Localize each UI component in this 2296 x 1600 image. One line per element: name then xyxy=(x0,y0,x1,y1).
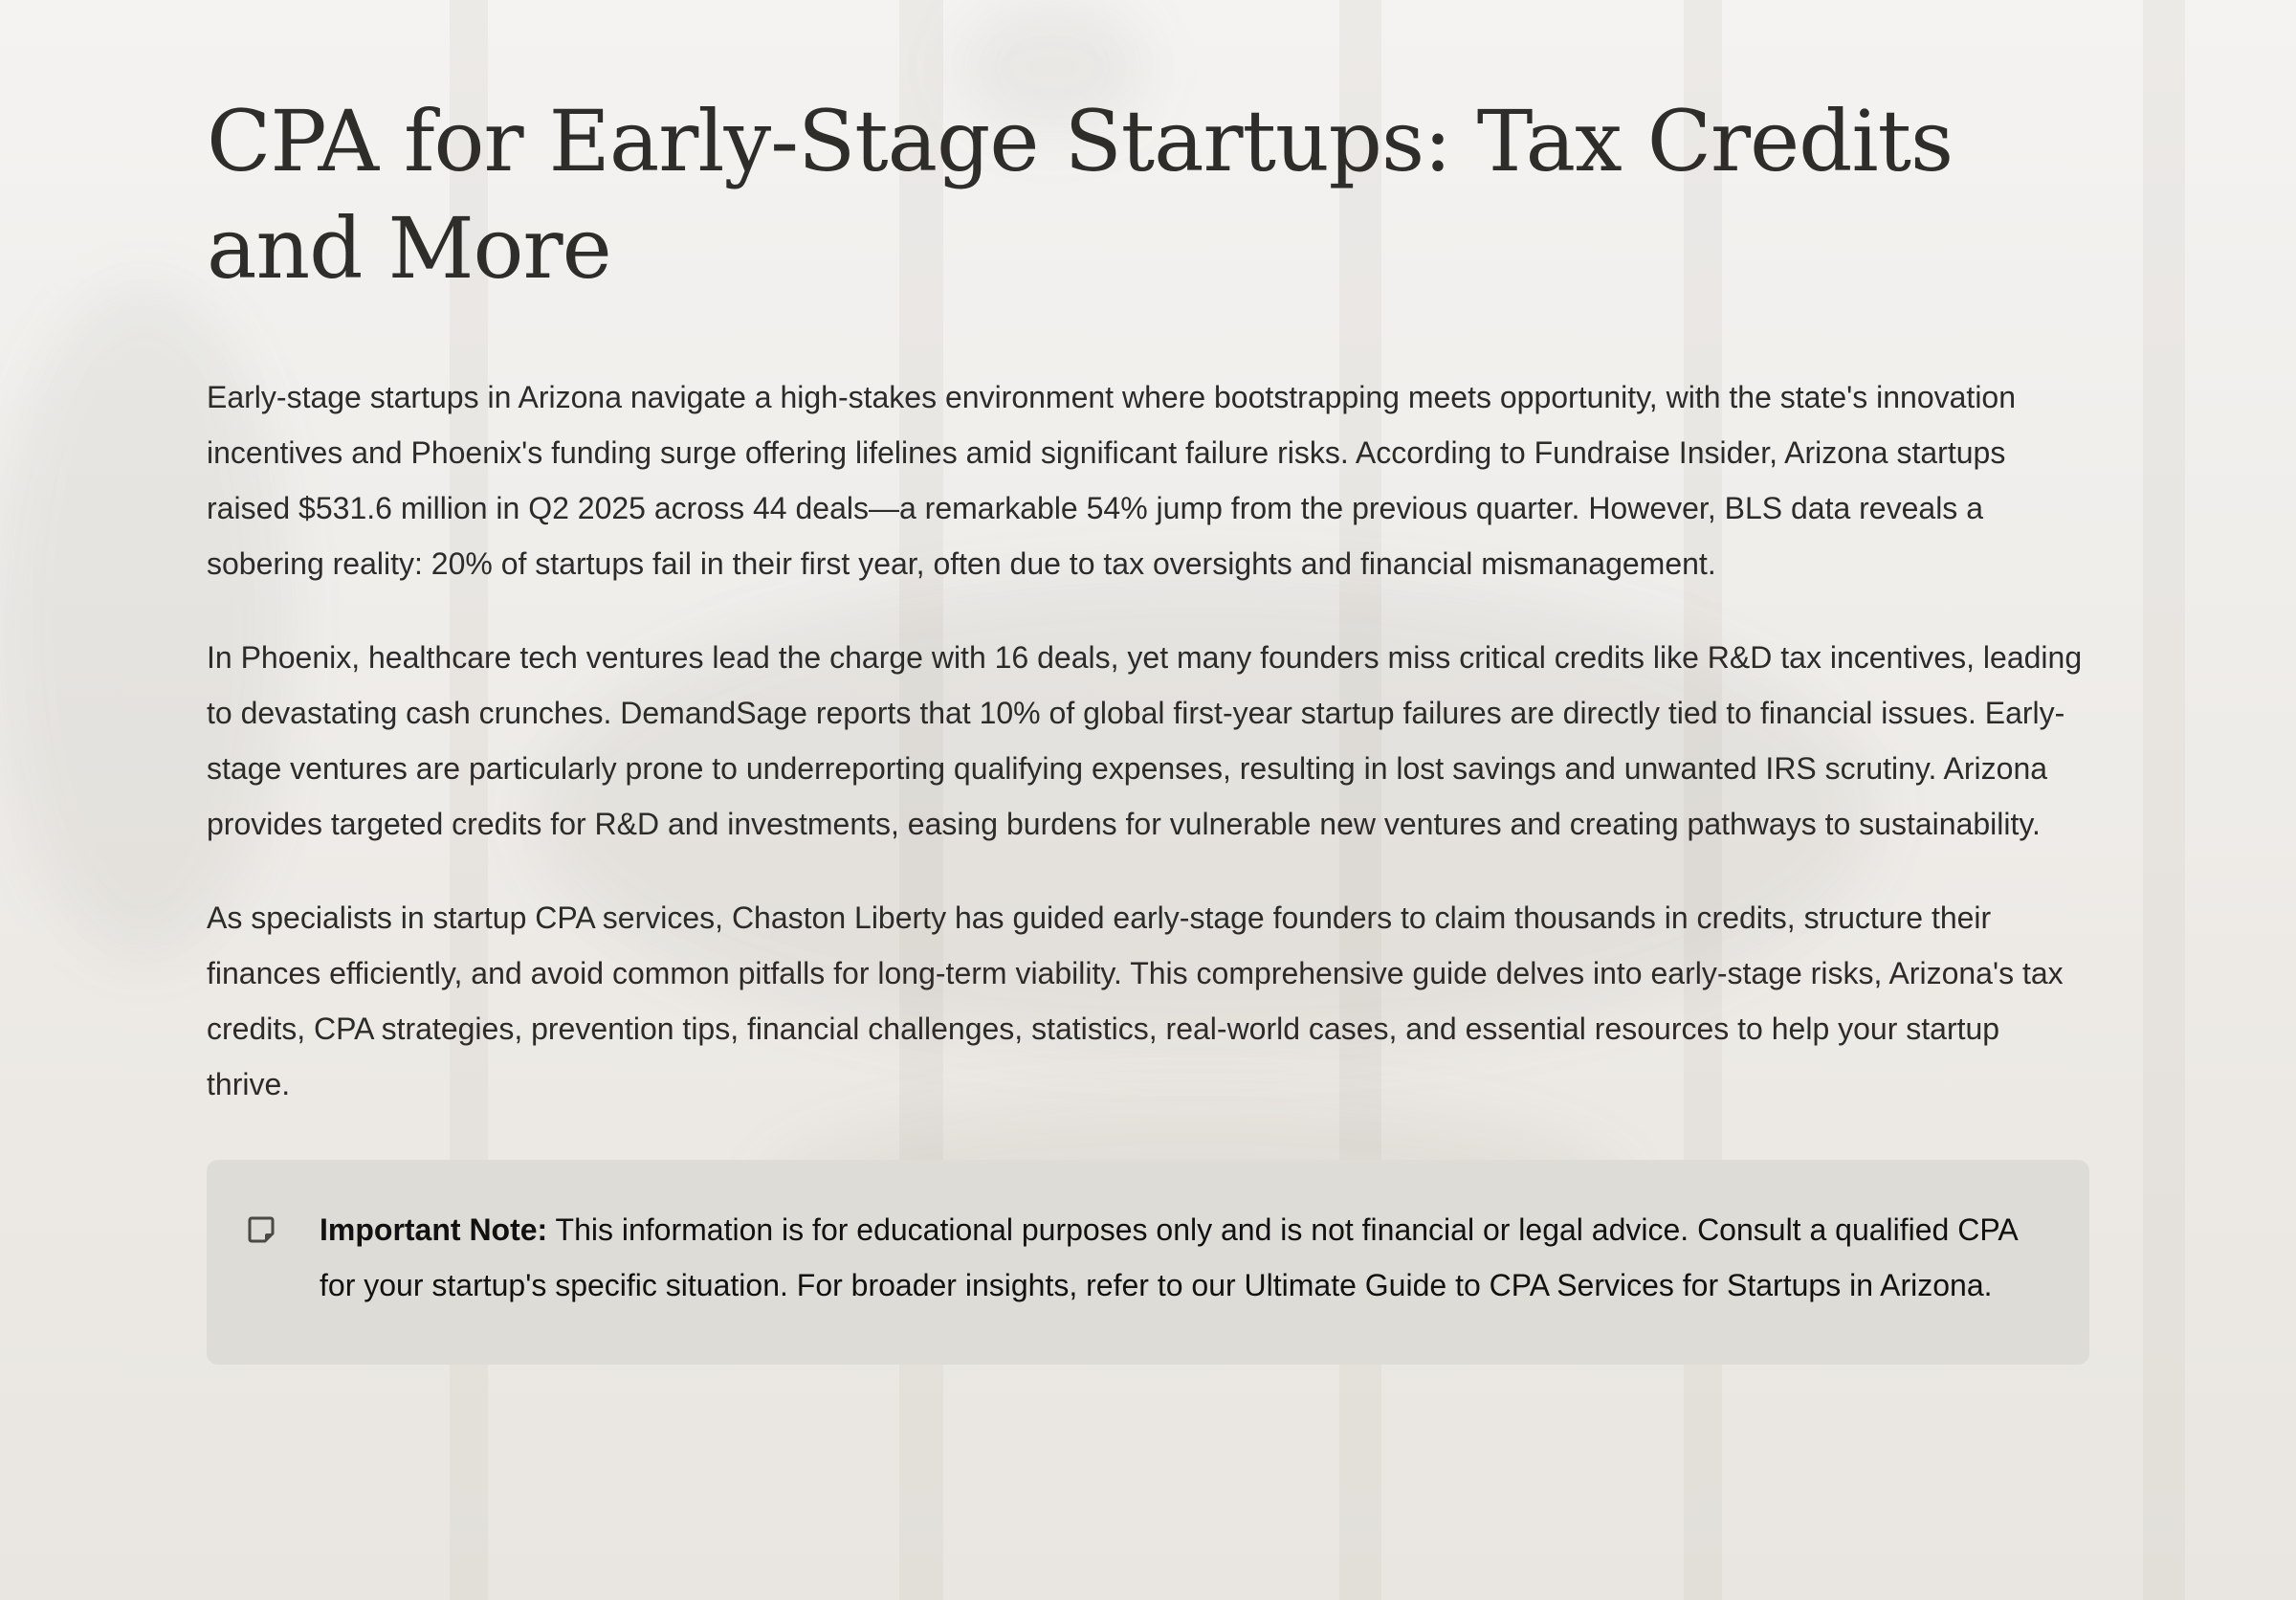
intro-paragraph-1: Early-stage startups in Arizona navigate a high-stakes environment where bootstrapping meets opportunity, with the state's innovation incentives and Phoenix's funding surge offering lifelines amid significant failure risks. According to Fundraise Insider, Arizona startups raised $531.6 million in Q2 2025 across 44 deals—a remarkable 54% jump from the previous quarter. However, BLS data reveals a sobering reality: 20% of startups fail in their first year, often due to tax oversights and financial mismanagement. xyxy=(207,380,2017,581)
important-note-callout xyxy=(207,1160,2089,1365)
page-title: CPA for Early-Stage Startups: Tax Credits and More xyxy=(207,92,1954,298)
note-label: Important Note: xyxy=(320,1212,548,1247)
article xyxy=(207,88,2089,1365)
intro-paragraph-2: In Phoenix, healthcare tech ventures lead the charge with 16 deals, yet many founders miss critical credits like R&D tax incentives, leading to devastating cash crunches. DemandSage reports that 10% of global first-year startup failures are directly tied to financial issues. Early-stage ventures are particularly prone to underreporting qualifying expenses, resulting in lost savings and unwanted IRS scrutiny. Arizona provides targeted credits for R&D and investments, easing burdens for vulnerable new ventures and creating pathways to sustainability. xyxy=(207,640,2083,841)
note-body: This information is for educational purposes only and is not financial or legal advice. Consult a qualified CPA for your startup's specific situation. For broader insights, refer to our Ultimate Guide to CPA Services for Startups in Arizona. xyxy=(320,1212,2017,1302)
intro-paragraph-3: As specialists in startup CPA services, Chaston Liberty has guided early-stage founders to claim thousands in credits, structure their finances efficiently, and avoid common pitfalls for long-term viability. This comprehensive guide delves into early-stage risks, Arizona's tax credits, CPA strategies, prevention tips, financial challenges, statistics, real-world cases, and essential resources to help your startup thrive. xyxy=(207,900,2064,1101)
note-text xyxy=(320,1202,2032,1313)
sticky-note-icon xyxy=(247,1215,276,1244)
